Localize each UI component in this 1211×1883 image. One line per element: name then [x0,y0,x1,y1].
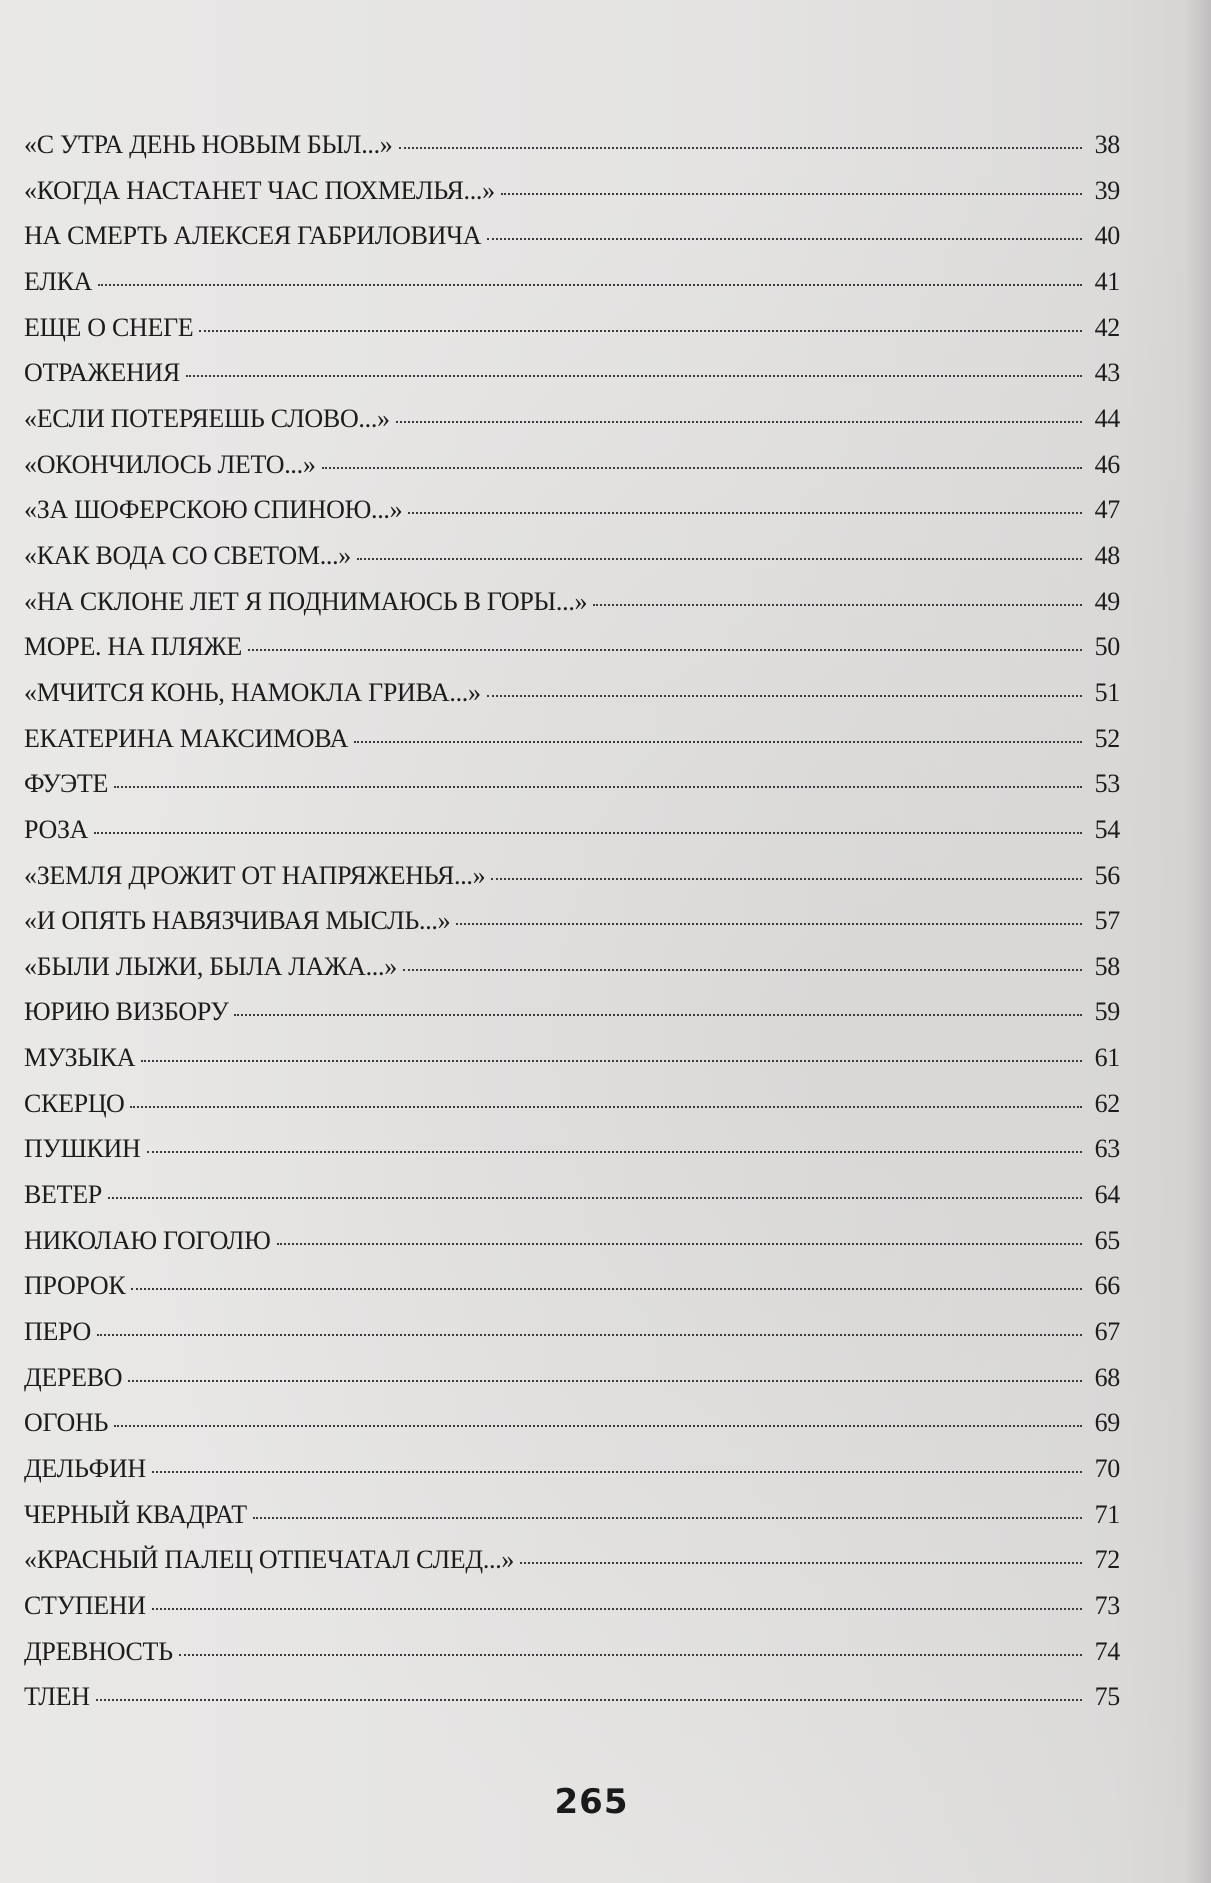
dot-leader [94,831,1082,834]
dot-leader [487,237,1082,240]
toc-entry-page: 41 [1094,266,1120,296]
toc-entry-page: 56 [1094,860,1120,890]
toc-entry [24,724,1120,770]
toc-entry [24,1317,1120,1363]
toc-entry [24,678,1120,724]
toc-entry-page: 52 [1094,723,1120,753]
toc-entry-page: 50 [1094,632,1120,662]
toc-entry [24,1271,1120,1317]
dot-leader [487,694,1082,697]
toc-entry-title: НИКОЛАЮ ГОГОЛЮ [24,1225,271,1255]
dot-leader [277,1242,1082,1245]
toc-entry [24,997,1120,1043]
dot-leader [322,466,1082,469]
toc-entry-title: ФУЭТЕ [24,769,109,799]
toc-entry-page: 74 [1094,1636,1120,1666]
toc-entry-title: «И ОПЯТЬ НАВЯЗЧИВАЯ МЫСЛЬ...» [24,906,451,936]
dot-leader [147,1150,1082,1153]
toc-entry-title: ДЕРЕВО [24,1362,123,1392]
toc-entry-page: 67 [1094,1317,1120,1347]
toc-entry-title: ОГОНЬ [24,1408,109,1438]
toc-entry-page: 59 [1094,997,1120,1027]
toc-entry-page: 75 [1094,1682,1120,1712]
toc-entry-title: НА СМЕРТЬ АЛЕКСЕЯ ГАБРИЛОВИЧА [24,221,482,251]
toc-entry [24,404,1120,450]
toc-entry [24,1226,1120,1272]
toc-entry-title: ПЕРО [24,1317,92,1347]
toc-entry-title: «ЗА ШОФЕРСКОЮ СПИНОЮ...» [24,495,403,525]
toc-entry [24,1500,1120,1546]
toc-entry-page: 68 [1094,1362,1120,1392]
toc-entry [24,358,1120,404]
toc-entry [24,1134,1120,1180]
toc-entry-title: ЧЕРНЫЙ КВАДРАТ [24,1499,247,1529]
dot-leader [491,877,1082,880]
toc-entry-title: СТУПЕНИ [24,1591,146,1620]
toc-entry [24,221,1120,267]
toc-entry-title: ЕКАТЕРИНА МАКСИМОВА [24,723,349,753]
toc-entry-page: 66 [1094,1271,1120,1301]
toc-entry [24,1637,1120,1683]
toc-entry [24,495,1120,541]
toc-entry-title: ЮРИЮ ВИЗБОРУ [24,997,229,1027]
dot-leader [357,557,1082,560]
toc-entry [24,861,1120,907]
toc-entry-title: ДЕЛЬФИН [24,1454,146,1484]
toc-entry [24,267,1120,313]
dot-leader [114,785,1082,788]
toc-entry-title: ЕЩЕ О СНЕГЕ [24,312,194,342]
toc-entry-page: 49 [1094,586,1120,616]
toc-entry [24,632,1120,678]
toc-entry-page: 70 [1094,1454,1120,1484]
toc-entry-title: «ОКОНЧИЛОСЬ ЛЕТО...» [24,449,316,479]
toc-entry-title: ЕЛКА [24,266,93,296]
toc-entry-title: «С УТРА ДЕНЬ НОВЫМ БЫЛ...» [24,130,393,159]
toc-entry-title: «НА СКЛОНЕ ЛЕТ Я ПОДНИМАЮСЬ В ГОРЫ...» [24,586,588,616]
toc-entry [24,587,1120,633]
dot-leader [408,511,1082,514]
toc-entry-title: МУЗЫКА [24,1043,136,1073]
toc-entry-title: «КАК ВОДА СО СВЕТОМ...» [24,540,352,570]
dot-leader [179,1653,1082,1656]
toc-entry-title: ВЕТЕР [24,1180,102,1210]
toc-entry-title: «ЗЕМЛЯ ДРОЖИТ ОТ НАПРЯЖЕНЬЯ...» [24,860,486,890]
toc-entry [24,1682,1120,1728]
dot-leader [234,1013,1082,1016]
toc-entry [24,906,1120,952]
toc-entry-title: ТЛЕН [24,1682,90,1712]
toc-entry-page: 42 [1094,312,1120,342]
dot-leader [141,1059,1082,1062]
dot-leader [131,1287,1082,1290]
toc-entry-title: ПУШКИН [24,1134,141,1164]
toc-entry [24,1454,1120,1500]
toc-entry-page: 58 [1094,951,1120,981]
toc-entry-page: 51 [1094,677,1120,707]
toc-entry-title: ДРЕВНОСТЬ [24,1636,173,1666]
toc-entry-title: МОРЕ. НА ПЛЯЖЕ [24,632,243,662]
toc-entry [24,1089,1120,1135]
toc-entry [24,1180,1120,1226]
toc-entry [24,1591,1120,1637]
toc-entry [24,769,1120,815]
dot-leader [108,1196,1082,1199]
dot-leader [248,648,1082,651]
toc-entry-page: 44 [1094,403,1120,433]
dot-leader [403,968,1082,971]
toc-entry-page: 62 [1094,1088,1120,1118]
dot-leader [114,1424,1082,1427]
toc-entry-page: 54 [1094,814,1120,844]
toc-entry-title: «ЕСЛИ ПОТЕРЯЕШЬ СЛОВО...» [24,403,390,433]
toc-entry-title: ОТРАЖЕНИЯ [24,358,180,388]
toc-entry [24,130,1120,176]
toc-entry-page: 73 [1094,1591,1120,1620]
toc-entry [24,1363,1120,1409]
toc-entry-page: 48 [1094,540,1120,570]
toc-entry-title: «КОГДА НАСТАНЕТ ЧАС ПОХМЕЛЬЯ...» [24,175,495,205]
toc-entry [24,176,1120,222]
toc-entry-page: 63 [1094,1134,1120,1164]
toc-entry-page: 43 [1094,358,1120,388]
toc-entry-page: 72 [1094,1545,1120,1575]
dot-leader [152,1470,1082,1473]
dot-leader [354,740,1082,743]
toc-entry-page: 53 [1094,769,1120,799]
toc-entry-title: ПРОРОК [24,1271,126,1301]
dot-leader [399,146,1083,149]
page-edge-shadow [1185,0,1211,1883]
dot-leader [253,1516,1082,1519]
toc-entry [24,313,1120,359]
toc-entry-title: «МЧИТСЯ КОНЬ, НАМОКЛА ГРИВА...» [24,677,481,707]
toc-entry-page: 46 [1094,449,1120,479]
toc-entry-page: 69 [1094,1408,1120,1438]
toc-entry-page: 38 [1094,130,1120,159]
toc-entry [24,1408,1120,1454]
dot-leader [520,1561,1082,1564]
toc-entry-page: 40 [1094,221,1120,251]
dot-leader [186,374,1082,377]
toc-entry-title: РОЗА [24,814,89,844]
toc-entry [24,450,1120,496]
dot-leader [97,1333,1082,1336]
table-of-contents [24,130,1120,1728]
toc-entry [24,952,1120,998]
dot-leader [128,1379,1082,1382]
toc-entry-title: СКЕРЦО [24,1088,125,1118]
dot-leader [199,329,1082,332]
toc-entry-page: 39 [1094,175,1120,205]
toc-entry [24,541,1120,587]
toc-entry-page: 65 [1094,1225,1120,1255]
dot-leader [152,1607,1082,1610]
dot-leader [501,192,1082,195]
toc-entry-title: «БЫЛИ ЛЫЖИ, БЫЛА ЛАЖА...» [24,951,397,981]
dot-leader [130,1105,1082,1108]
toc-entry-title: «КРАСНЫЙ ПАЛЕЦ ОТПЕЧАТАЛ СЛЕД...» [24,1545,515,1575]
toc-entry-page: 61 [1094,1043,1120,1073]
dot-leader [98,283,1082,286]
toc-entry [24,815,1120,861]
toc-entry-page: 71 [1094,1499,1120,1529]
toc-entry-page: 57 [1094,906,1120,936]
dot-leader [593,603,1082,606]
toc-entry-page: 47 [1094,495,1120,525]
toc-entry-page: 64 [1094,1180,1120,1210]
page-number: 265 [554,1782,629,1822]
dot-leader [396,420,1082,423]
toc-entry [24,1043,1120,1089]
dot-leader [456,922,1082,925]
toc-entry [24,1545,1120,1591]
dot-leader [96,1698,1082,1701]
